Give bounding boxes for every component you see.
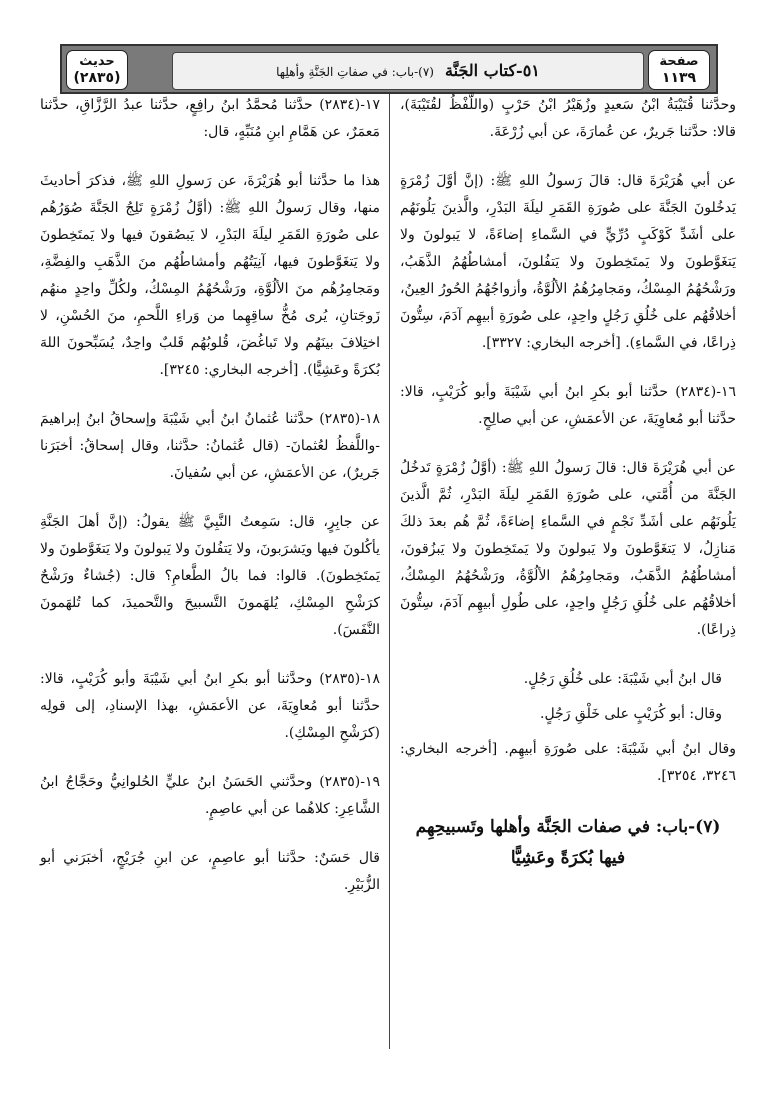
paragraph: قال ابنُ أبي شَيْبَةَ: على خُلُقِ رَجُلٍ. (523, 671, 722, 687)
paragraph: هذا ما حدَّثنا أبو هُرَيْرَةَ، عن رَسولِ اللهِ ﷺ، فذكرَ أحاديثَ منها، وقال رَسولُ اللهِ ﷺ: (أوَّلُ زُمْرَةٍ تَلِجُ الجَنَّةَ صُوَرُهُم على صُورَةِ القَمَرِ ليلَةَ البَدْرِ، لا يَبصُقونَ فيها ولا يَمتَخِطونَ ولا يَتغَوَّطونَ فيها، آنِيَتُهُم وأمشاطُهُم منَ الذَّهَبِ والفِضَّةِ، ومَجامِرُهُم منَ الألُوَّةِ، ورَشْحُهُمُ المِسْكُ، ولكُلِّ واحِدٍ منهُم زَوجَتانِ، يُرى مُخُّ ساقِهِما من وَراءِ اللَّحمِ، منَ الحُسْنِ، لا اختِلافَ بينَهُم ولا تَباغُضَ، قُلوبُهُم قَلبٌ واحِدٌ، يُسَبِّحونَ اللهَ بُكرَةً وعَشِيًّا). [أخرجه البخاري: ٣٢٤٥]. (40, 173, 380, 378)
hadith-label: حديث (79, 54, 115, 69)
page-number-box (648, 50, 710, 90)
chapter-title: (٧)-باب: في صفاتِ الجَنَّةِ وأهلِها (276, 65, 434, 79)
paragraph: ١٨-(٢٨٣٥) وحدَّثنا أبو بكرِ ابنُ أبي شَيْبَةَ وأبو كُرَيْبٍ، قالا: حدَّثنا أبو مُعاوِيَةَ، عن الأعمَشِ، بهذا الإسنادِ، إلى قولِه (كرَشْحِ المِسْكِ). (40, 671, 380, 741)
paragraph: ١٨-(٢٨٣٥) حدَّثنا عُثمانُ ابنُ أبي شَيْبَةَ وإسحاقُ ابنُ إبراهيمَ -واللَّفظُ لعُثمانَ- (قال عُثمانُ: حدَّثنا، وقال إسحاقُ: أخبَرَنا جَريرٌ)، عن الأعمَشِ، عن أبي سُفيانَ. (40, 411, 380, 481)
paragraph: وقال ابنُ أبي شَيْبَةَ: على صُورَةِ أبيهِم. [أخرجه البخاري: ٣٢٤٦، ٣٢٥٤]. (400, 741, 736, 784)
paragraph: عن أبي هُرَيْرَةَ قال: قالَ رَسولُ اللهِ ﷺ: (إنَّ أوَّلَ زُمْرَةٍ يَدخُلونَ الجَنَّةَ على صُورَةِ القَمَرِ ليلَةَ البَدْرِ، والَّذينَ يَلُونَهُم على أشَدِّ كَوْكَبٍ دُرِّيٍّ في السَّماءِ إضاءَةً، لا يَبولونَ ولا يَتغَوَّطونَ ولا يَمتَخِطونَ ولا يَتفُلونَ، أمشاطُهُمُ الذَّهَبُ، ورَشْحُهُمُ المِسْكُ، ومَجامِرُهُمُ الألُوَّةُ، وأزواجُهُمُ الحُورُ العِينُ، أخلاقُهُم على خُلُقِ رَجُلٍ واحِدٍ، على صُورَةِ أبيهِم آدَمَ، سِتُّونَ ذِراعًا، في السَّماءِ). [أخرجه البخاري: ٣٣٢٧]. (400, 173, 736, 351)
paragraph: ١٧-(٢٨٣٤) حدَّثنا مُحمَّدُ ابنُ رافِعٍ، حدَّثنا عبدُ الرَّزَّاقِ، حدَّثنا مَعمَرٌ، عن هَمَّامِ ابنِ مُنَبِّهٍ، قال: (40, 97, 380, 140)
hadith-number: (٢٨٣٥) (73, 70, 121, 86)
right-column (400, 92, 736, 874)
column-divider (389, 94, 390, 1049)
paragraph: عن جابِرٍ، قال: سَمِعتُ النَّبِيَّ ﷺ يقولُ: (إنَّ أهلَ الجَنَّةِ يأكُلونَ فيها ويَشرَبونَ، ولا يَتفُلونَ ولا يَبولونَ ولا يَتغَوَّطونَ ولا يَمتَخِطونَ). قالوا: فما بالُ الطَّعامِ؟ قال: (جُشاءٌ ورَشْحٌ كرَشْحِ المِسْكِ، يُلهَمونَ التَّسبيحَ والتَّحميدَ، كما تُلهَمونَ النَّفَسَ). (40, 514, 380, 638)
paragraph: وحدَّثنا قُتَيْبَةُ ابْنُ سَعيدٍ وزُهَيْرُ ابْنُ حَرْبٍ (واللَّفْظُ لقُتَيْبَةَ)، قالا: حدَّثنا جَريرٌ، عن عُمارَةَ، عن أبي زُرْعَةَ. (400, 97, 736, 140)
hadith-number-box (66, 50, 128, 90)
page-label: صفحة (659, 54, 699, 69)
section-title: (٧)-باب: في صفات الجَنَّة وأهلها وتَسبيحِهِم فيها بُكرَةً وعَشِيًّا (415, 817, 721, 868)
running-title (172, 52, 644, 90)
paragraph: ١٩-(٢٨٣٥) وحدَّثني الحَسَنُ ابنُ عليٍّ الحُلوانِيُّ وحَجَّاجُ ابنُ الشَّاعِرِ: كلاهُما عن أبي عاصِمٍ. (40, 774, 380, 817)
left-column (40, 92, 380, 921)
paragraph: ١٦-(٢٨٣٤) حدَّثنا أبو بكرِ ابنُ أبي شَيْبَةَ وأبو كُرَيْبٍ، قالا: حدَّثنا أبو مُعاوِيَةَ، عن الأعمَشِ، عن أبي صالِحٍ. (400, 384, 736, 427)
paragraph: قال حَسَنٌ: حدَّثنا أبو عاصِمٍ، عن ابنِ جُرَيْجٍ، أخبَرَني أبو الزُّبَيْرِ. (40, 850, 380, 893)
paragraph: وقال: أبو كُرَيْبٍ على خَلْقِ رَجُلٍ. (540, 706, 722, 722)
page-header (60, 44, 718, 94)
paragraph: عن أبي هُرَيْرَةَ قال: قالَ رَسولُ اللهِ ﷺ: (أوَّلُ زُمْرَةٍ تَدخُلُ الجَنَّةَ من أُمَّتي، على صُورَةِ القَمَرِ ليلَةَ البَدْرِ، ثُمَّ الَّذينَ يَلُونَهُم على أشَدِّ نَجْمٍ في السَّماءِ إضاءَةً، ثُمَّ هُم بعدَ ذلكَ مَنازِلُ، لا يَتغَوَّطونَ ولا يَبولونَ ولا يَمتَخِطونَ ولا يَبزُقونَ، أمشاطُهُمُ الذَّهَبُ، ومَجامِرُهُمُ الألُوَّةُ، ورَشْحُهُمُ المِسْكُ، أخلاقُهُم على خُلُقِ رَجُلٍ واحِدٍ، على طُولِ أبيهِم آدَمَ، سِتُّونَ ذِراعًا). (400, 460, 736, 638)
book-title: ٥١-كتاب الجَنَّة (445, 61, 540, 80)
page-number: ١١٣٩ (661, 70, 697, 86)
